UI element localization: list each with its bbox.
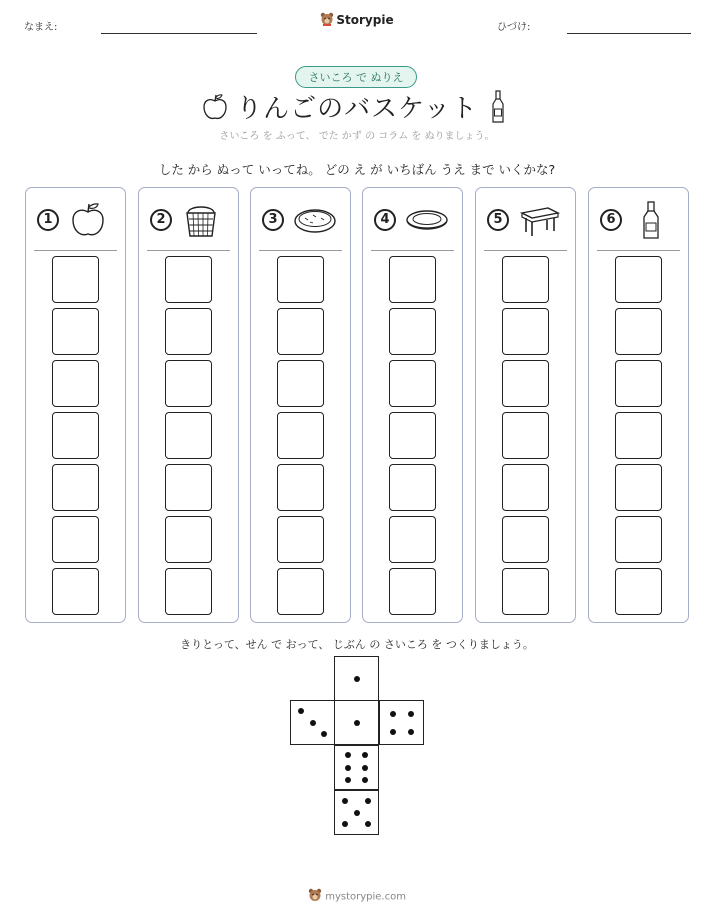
column-header: [589, 188, 688, 250]
die-face-1: [334, 656, 379, 701]
color-cell[interactable]: [52, 464, 99, 511]
color-cell[interactable]: [389, 308, 436, 355]
column-5: [475, 187, 576, 623]
basket-icon: [181, 200, 225, 240]
color-cell[interactable]: [502, 464, 549, 511]
column-header: [251, 188, 350, 250]
pie-dish-icon: [405, 200, 449, 240]
die-pip: [362, 765, 368, 771]
footer-url: mystorypie.com: [325, 891, 406, 903]
page-title: りんごのバスケット: [236, 94, 478, 124]
cut-instruction: きりとって、せん で おって、 じぶん の さいころ を つくりましょう。: [180, 638, 534, 651]
bear-icon: [308, 888, 322, 905]
die-pip: [354, 810, 360, 816]
color-cell[interactable]: [502, 308, 549, 355]
die-pip: [408, 711, 414, 717]
color-cell[interactable]: [52, 308, 99, 355]
color-cell[interactable]: [165, 516, 212, 563]
die-pip: [345, 765, 351, 771]
die-face-5: [334, 790, 379, 835]
color-cell[interactable]: [52, 412, 99, 459]
subtitle: さいころ を ふって、 でた かず の コラム を ぬりましょう。: [219, 131, 495, 142]
date-line[interactable]: [567, 33, 691, 34]
die-pip: [365, 798, 371, 804]
bottle-icon: [490, 90, 506, 124]
color-cell[interactable]: [389, 568, 436, 615]
column-divider: [484, 250, 567, 251]
date-label: ひづけ:: [497, 22, 531, 33]
column-divider: [259, 250, 342, 251]
die-pip: [408, 729, 414, 735]
die-pip: [342, 821, 348, 827]
die-pip: [310, 720, 316, 726]
color-cell[interactable]: [277, 568, 324, 615]
column-1: [25, 187, 126, 623]
column-number: 1: [37, 209, 59, 231]
color-cell[interactable]: [389, 360, 436, 407]
die-pip: [345, 752, 351, 758]
column-number: 4: [374, 209, 396, 231]
column-divider: [34, 250, 117, 251]
bear-icon: [320, 12, 334, 29]
column-number: 5: [487, 209, 509, 231]
color-cell[interactable]: [615, 256, 662, 303]
color-cell[interactable]: [52, 256, 99, 303]
die-pip: [354, 676, 360, 682]
color-cell[interactable]: [615, 412, 662, 459]
column-header: [476, 188, 575, 250]
color-cell[interactable]: [165, 308, 212, 355]
color-cell[interactable]: [615, 516, 662, 563]
die-pip: [362, 777, 368, 783]
column-3: [250, 187, 351, 623]
color-cell[interactable]: [52, 516, 99, 563]
color-cell[interactable]: [277, 464, 324, 511]
apple-icon: [68, 200, 112, 240]
color-cell[interactable]: [277, 256, 324, 303]
column-divider: [147, 250, 230, 251]
activity-badge: さいころ で ぬりえ: [295, 66, 417, 88]
die-pip: [345, 777, 351, 783]
column-divider: [371, 250, 454, 251]
column-number: 2: [150, 209, 172, 231]
name-line[interactable]: [101, 33, 257, 34]
color-cell[interactable]: [277, 308, 324, 355]
die-pip: [321, 731, 327, 737]
brand-logo: [0, 12, 714, 29]
column-number: 3: [262, 209, 284, 231]
color-cell[interactable]: [502, 256, 549, 303]
color-cell[interactable]: [165, 568, 212, 615]
die-face-4: [379, 700, 424, 745]
color-cell[interactable]: [502, 516, 549, 563]
die-pip: [365, 821, 371, 827]
color-cell[interactable]: [615, 308, 662, 355]
color-cell[interactable]: [389, 516, 436, 563]
color-cell[interactable]: [277, 412, 324, 459]
color-cell[interactable]: [615, 464, 662, 511]
color-cell[interactable]: [277, 516, 324, 563]
color-cell[interactable]: [502, 412, 549, 459]
color-cell[interactable]: [389, 464, 436, 511]
column-4: [362, 187, 463, 623]
column-divider: [597, 250, 680, 251]
die-pip: [354, 720, 360, 726]
color-cell[interactable]: [502, 568, 549, 615]
column-header: [139, 188, 238, 250]
name-label: なまえ:: [24, 22, 58, 33]
bottle-icon: [631, 200, 675, 240]
die-pip: [390, 711, 396, 717]
color-cell[interactable]: [615, 568, 662, 615]
die-face-1: [334, 700, 379, 745]
color-cell[interactable]: [165, 412, 212, 459]
die-pip: [298, 708, 304, 714]
color-cell[interactable]: [165, 360, 212, 407]
column-header: [363, 188, 462, 250]
die-pip: [390, 729, 396, 735]
brand-name: Storypie: [336, 13, 394, 27]
color-cell[interactable]: [615, 360, 662, 407]
instruction: した から ぬって いってね。 どの え が いちばん うえ まで いくかな?: [158, 162, 556, 177]
color-cell[interactable]: [502, 360, 549, 407]
footer: [0, 888, 714, 905]
die-pip: [342, 798, 348, 804]
color-cell[interactable]: [389, 412, 436, 459]
pie-icon: [293, 200, 337, 240]
color-cell[interactable]: [52, 360, 99, 407]
color-cell[interactable]: [52, 568, 99, 615]
column-2: [138, 187, 239, 623]
die-face-6: [334, 745, 379, 790]
stool-icon: [518, 200, 562, 240]
die-face-3: [290, 700, 335, 745]
column-header: [26, 188, 125, 250]
column-number: 6: [600, 209, 622, 231]
color-cell[interactable]: [389, 256, 436, 303]
color-cell[interactable]: [165, 464, 212, 511]
die-pip: [362, 752, 368, 758]
color-cell[interactable]: [277, 360, 324, 407]
column-6: [588, 187, 689, 623]
color-cell[interactable]: [165, 256, 212, 303]
